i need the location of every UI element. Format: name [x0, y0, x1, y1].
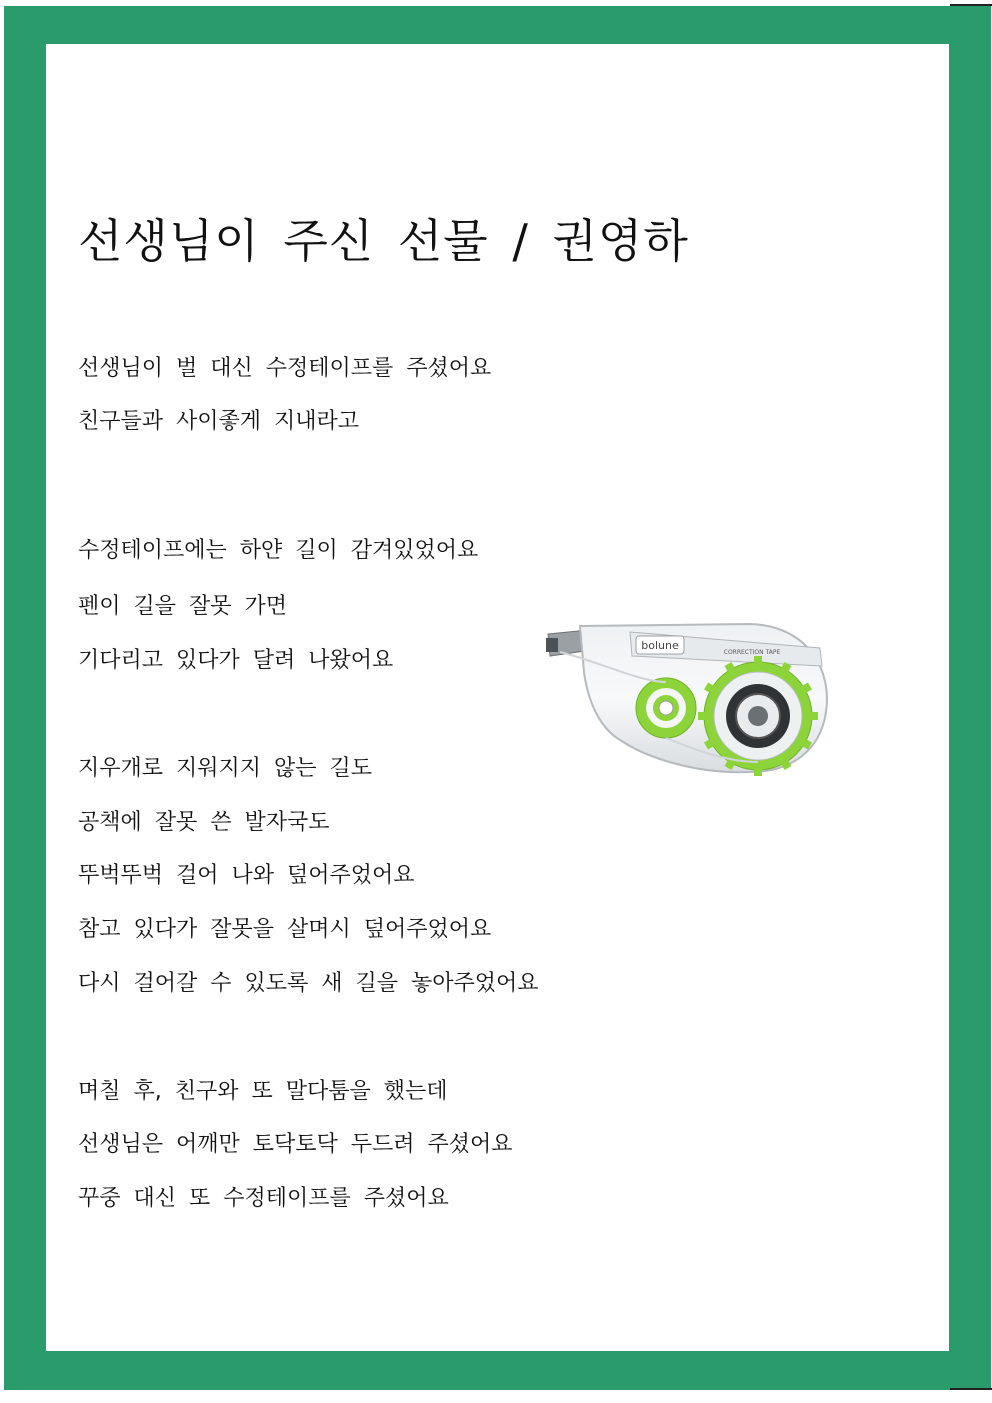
poem-line: 선생님은 어깨만 토닥토닥 두드려 주셨어요	[78, 1132, 513, 1157]
tape-brand: bolune	[641, 639, 679, 652]
poem-line: 다시 걸어갈 수 있도록 새 길을 놓아주었어요	[78, 971, 539, 996]
poem-line: 꾸중 대신 또 수정테이프를 주셨어요	[78, 1186, 449, 1211]
poem-line: 참고 있다가 잘못을 살며시 덮어주었어요	[78, 917, 492, 942]
poem-line: 뚜벅뚜벅 걸어 나와 덮어주었어요	[78, 863, 415, 888]
correction-tape-icon	[540, 612, 840, 782]
poem-line: 며칠 후, 친구와 또 말다툼을 했는데	[78, 1079, 448, 1104]
poem-line: 친구들과 사이좋게 지내라고	[78, 409, 360, 434]
poem-line: 지우개로 지워지지 않는 길도	[78, 756, 373, 781]
poem-title: 선생님이 주신 선물 / 권영하	[78, 214, 689, 268]
corner-mark-bottom	[950, 1388, 992, 1390]
poem-line: 펜이 길을 잘못 가면	[78, 594, 287, 619]
poem-line: 공책에 잘못 쓴 발자국도	[78, 810, 330, 835]
poem-line: 수정테이프에는 하얀 길이 감겨있었어요	[78, 538, 479, 563]
tape-label: CORRECTION TAPE	[723, 649, 781, 656]
corner-mark-top	[950, 4, 992, 6]
poem-line: 선생님이 벌 대신 수정테이프를 주셨어요	[78, 356, 492, 381]
poem-line: 기다리고 있다가 달려 나왔어요	[78, 648, 394, 673]
